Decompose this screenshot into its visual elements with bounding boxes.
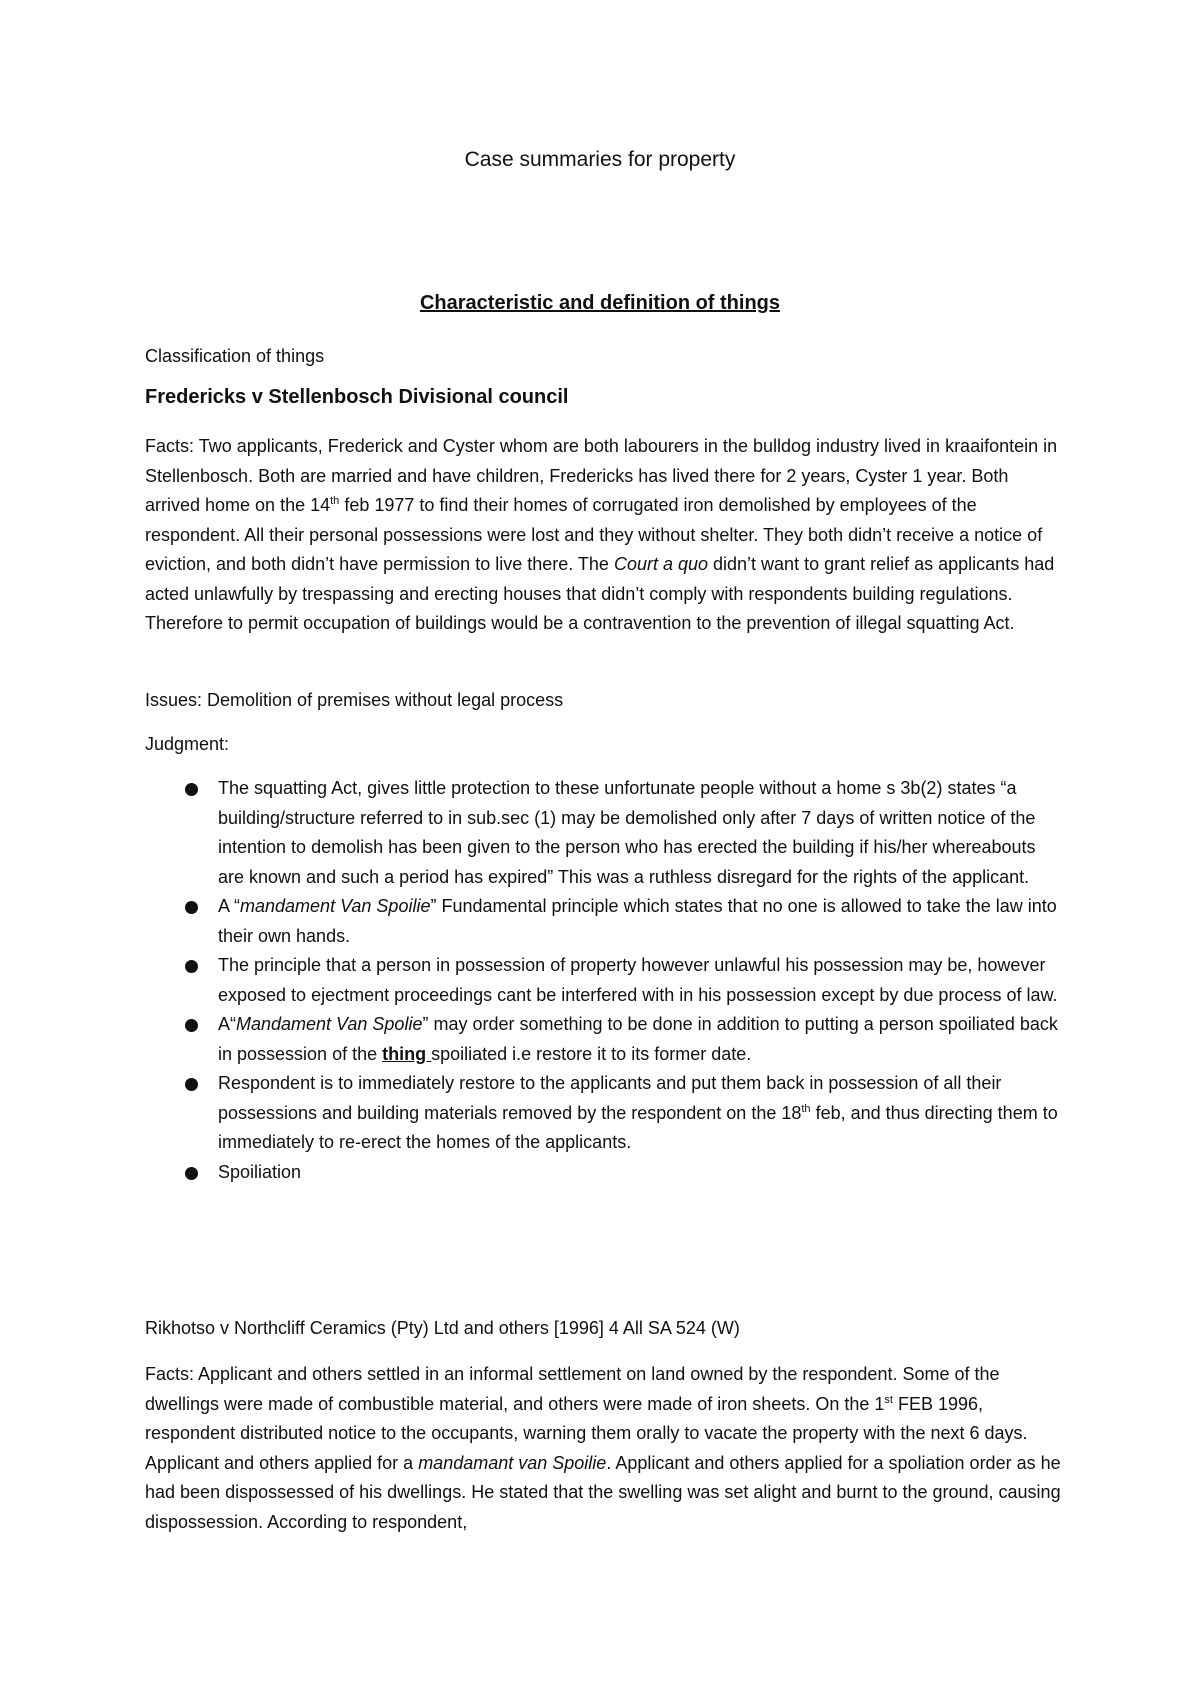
list-item xyxy=(145,1069,1065,1158)
document-title: Case summaries for property xyxy=(464,148,736,171)
bullet-icon xyxy=(185,1167,198,1180)
facts-text-a: Facts: Applicant and others settled in an informal settlement on land owned by the respondent. Some of the dwellings were made of combustible material, and others were made of iron sheets. On the 1 xyxy=(145,1364,1000,1414)
bullet-icon xyxy=(185,1019,198,1032)
bullet-text: Spoiliation xyxy=(218,1161,302,1182)
case-heading-fredericks: Fredericks v Stellenbosch Divisional council xyxy=(145,386,569,408)
bullet-text: The principle that a person in possession of property however unlawful his possession may be, however exposed to ejectment proceedings cant be interfered with in his possession except by due process of law. xyxy=(218,955,1058,1005)
list-item xyxy=(145,1158,1065,1188)
list-item xyxy=(145,774,1065,892)
case-heading-rikhotso: Rikhotso v Northcliff Ceramics (Pty) Ltd and others [1996] 4 All SA 524 (W) xyxy=(145,1318,740,1338)
facts-superscript: st xyxy=(884,1393,893,1406)
case2-facts-paragraph xyxy=(145,1360,1065,1537)
bullet-italic: mandament Van Spoilie xyxy=(240,896,431,916)
case1-issues: Issues: Demolition of premises without legal process xyxy=(145,690,564,710)
bullet-text: Respondent is to immediately restore to the applicants and put them back in possession of all their possessions and building materials removed by the respondent on the 18 xyxy=(218,1073,1002,1123)
facts-superscript: th xyxy=(330,495,340,507)
facts-text-b: feb 1977 to find their homes of corrugated iron demolished by employees of the respondent. All their personal possessions were lost and they without shelter. They both didn’t receive a notice of eviction, and both didn’t have permission to live there. The xyxy=(145,495,1043,574)
bullet-italic: Mandament Van Spolie xyxy=(236,1014,423,1034)
list-item xyxy=(145,951,1065,1010)
bullet-text: The squatting Act, gives little protection to these unfortunate people without a home s 3b(2) states “a building/structure referred to in sub.sec (1) may be demolished only after 7 days of written notice of the intention to demolish has been given to the person who has erected the building if his/her whereabouts are known and such a period has expired” This was a ruthless disregard for the rights of the applicant. xyxy=(218,778,1036,887)
list-item xyxy=(145,1010,1065,1069)
bullet-text: spoiliated i.e restore it to its former date. xyxy=(431,1043,752,1064)
bullet-text: A“ xyxy=(218,1014,236,1034)
bullet-icon xyxy=(185,1078,198,1091)
bullet-text: A “ xyxy=(218,896,241,916)
bullet-text: ” may order something to be done in addition to putting a person spoiliated back in possession of the xyxy=(218,1014,1058,1064)
list-item xyxy=(145,892,1065,951)
bullet-icon xyxy=(185,960,198,973)
bullet-icon xyxy=(185,901,198,914)
bullet-superscript: th xyxy=(801,1102,811,1115)
facts-label: Facts: xyxy=(145,436,195,456)
case1-facts-paragraph xyxy=(145,432,1065,639)
bullet-text: ” Fundamental principle which states that no one is allowed to take the law into their own hands. xyxy=(218,896,1057,946)
judgment-bullet-list xyxy=(145,774,1065,1187)
bullet-bold-underlined: thing xyxy=(382,1043,432,1064)
bullet-icon xyxy=(185,783,198,796)
section-heading: Characteristic and definition of things xyxy=(419,292,781,314)
facts-text-c: . Applicant and others applied for a spoliation order as he had been dispossessed of his dwellings. He stated that the swelling was set alight and burnt to the ground, causing dispossession. According to respondent, xyxy=(145,1452,1061,1532)
bullet-text: feb, and thus directing them to immediately to re-erect the homes of the applicants. xyxy=(218,1102,1058,1152)
facts-italic-court-a-quo: Court a quo xyxy=(613,554,709,574)
facts-text-c: didn’t want to grant relief as applicants had acted unlawfully by trespassing and erecting houses that didn’t comply with respondents building regulations. Therefore to permit occupation of buildings would be a contravention to the prevention of illegal squatting Act. xyxy=(145,554,1055,633)
facts-text-b: FEB 1996, respondent distributed notice to the occupants, warning them orally to vacate the property with the next 6 days. Applicant and others applied for a xyxy=(145,1393,1028,1473)
facts-italic-mandamant: mandamant van Spoilie xyxy=(418,1452,607,1473)
facts-text-a: Two applicants, Frederick and Cyster whom are both labourers in the bulldog industry lived in kraaifontein in Stellenbosch. Both are married and have children, Fredericks has lived there for 2 years, Cyster 1 year. Both arrived home on the 14 xyxy=(145,436,1058,515)
subsection-label: Classification of things xyxy=(145,346,325,366)
case1-judgment-label: Judgment: xyxy=(145,734,230,754)
